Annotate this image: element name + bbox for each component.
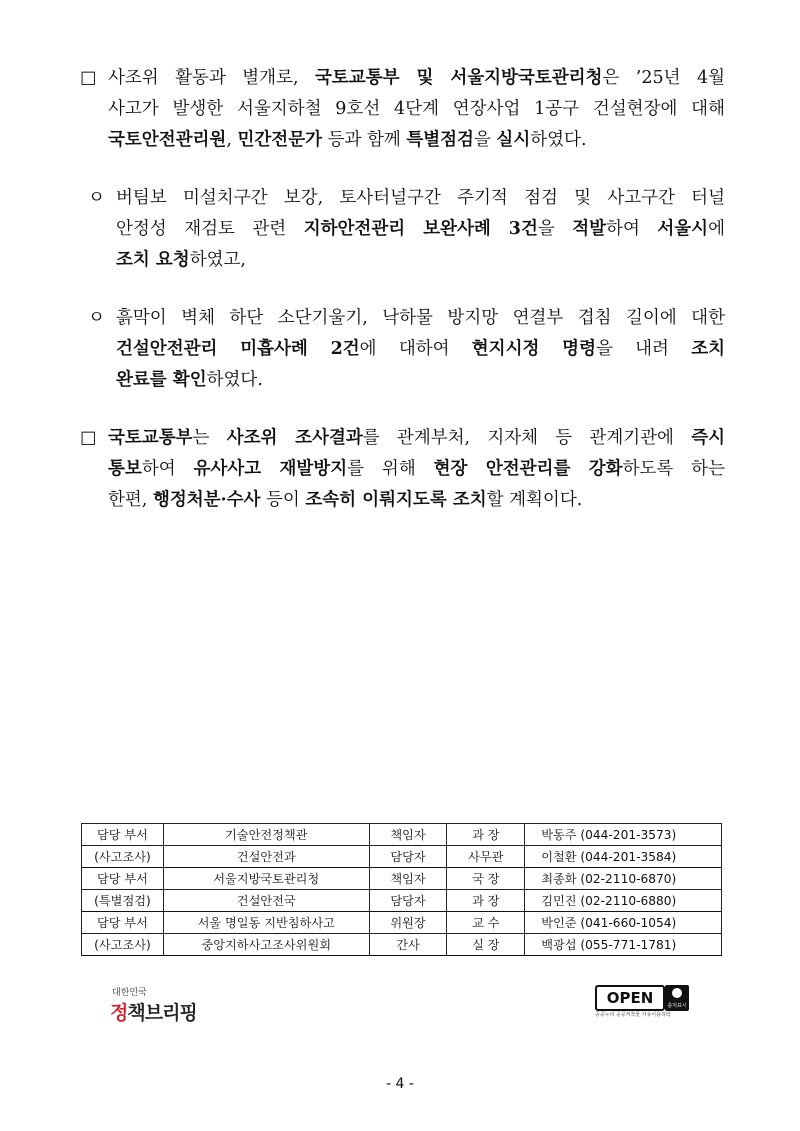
square-bullet-icon: □ bbox=[80, 428, 97, 448]
paragraph-line: 사조위 활동과 별개로, 국토교통부 및 서울지방국토관리청은 ’25년 4월 bbox=[108, 68, 725, 88]
paragraph-line: 국토교통부는 사조위 조사결과를 관계부처, 지자체 등 관계기관에 즉시 bbox=[108, 428, 725, 448]
dept-label-cell: (사고조사) bbox=[82, 846, 164, 868]
ogl-caption: 공공누리 공공저작물 자유이용허락 bbox=[595, 1012, 671, 1018]
paragraph-line: 버팀보 미설치구간 보강, 토사터널구간 주기적 점검 및 사고구간 터널 bbox=[116, 188, 725, 208]
dept-cell: 서울지방국토관리청 bbox=[163, 868, 369, 890]
table-row bbox=[82, 846, 722, 868]
dept-label-cell: 담당 부서 bbox=[82, 824, 164, 846]
paragraph-1 bbox=[80, 63, 725, 156]
person-cell: 박동주 (044-201-3573) bbox=[525, 824, 722, 846]
title-cell: 과 장 bbox=[447, 824, 525, 846]
role-cell: 책임자 bbox=[369, 868, 447, 890]
table-row bbox=[82, 824, 722, 846]
dept-label-cell: 담당 부서 bbox=[82, 912, 164, 934]
role-cell: 담당자 bbox=[369, 890, 447, 912]
person-cell: 이철환 (044-201-3584) bbox=[525, 846, 722, 868]
title-cell: 국 장 bbox=[447, 868, 525, 890]
circle-bullet-icon: ㅇ bbox=[88, 188, 105, 208]
policy-briefing-logo bbox=[110, 985, 197, 1025]
paragraph-2 bbox=[88, 183, 725, 276]
person-cell: 박인준 (041-660-1054) bbox=[525, 912, 722, 934]
table-row bbox=[82, 912, 722, 934]
dept-label-cell: 담당 부서 bbox=[82, 868, 164, 890]
square-bullet-icon: □ bbox=[80, 68, 97, 88]
attribution-icon bbox=[665, 985, 689, 1011]
table-row bbox=[82, 934, 722, 956]
dept-cell: 중앙지하사고조사위원회 bbox=[163, 934, 369, 956]
role-cell: 간사 bbox=[369, 934, 447, 956]
dept-cell: 서울 명일동 지반침하사고 bbox=[163, 912, 369, 934]
role-cell: 위원장 bbox=[369, 912, 447, 934]
dept-label-cell: (사고조사) bbox=[82, 934, 164, 956]
page-number: - 4 - bbox=[386, 1076, 414, 1092]
paragraph-line: 안정성 재검토 관련 지하안전관리 보완사례 3건을 적발하여 서울시에 bbox=[116, 219, 725, 239]
paragraph-line: 조치 요청하였고, bbox=[116, 250, 246, 270]
title-cell: 실 장 bbox=[447, 934, 525, 956]
paragraph-4 bbox=[80, 423, 725, 516]
paragraph-line: 흙막이 벽체 하단 소단기울기, 낙하물 방지망 연결부 겹침 길이에 대한 bbox=[116, 308, 725, 328]
title-cell: 교 수 bbox=[447, 912, 525, 934]
role-cell: 책임자 bbox=[369, 824, 447, 846]
paragraph-line: 국토안전관리원, 민간전문가 등과 함께 특별점검을 실시하였다. bbox=[108, 130, 587, 150]
paragraph-3 bbox=[88, 303, 725, 396]
title-cell: 과 장 bbox=[447, 890, 525, 912]
table-row bbox=[82, 868, 722, 890]
paragraph-line: 한편, 행정처분·수사 등이 조속히 이뤄지도록 조치할 계획이다. bbox=[108, 490, 583, 510]
title-cell: 사무관 bbox=[447, 846, 525, 868]
open-text: OPEN bbox=[595, 985, 665, 1011]
dept-cell: 기술안전정책관 bbox=[163, 824, 369, 846]
logo-small-text: 대한민국 bbox=[112, 988, 147, 998]
logo-big-text: 정책브리핑 bbox=[110, 1002, 197, 1024]
circle-bullet-icon: ㅇ bbox=[88, 308, 105, 328]
paragraph-line: 사고가 발생한 서울지하철 9호선 4단계 연장사업 1공구 건설현장에 대해 bbox=[108, 99, 725, 119]
dept-cell: 건설안전국 bbox=[163, 890, 369, 912]
table-row bbox=[82, 890, 722, 912]
paragraph-line: 통보하여 유사사고 재발방지를 위해 현장 안전관리를 강화하도록 하는 bbox=[108, 459, 725, 479]
person-cell: 최종화 (02-2110-6870) bbox=[525, 868, 722, 890]
open-license-logo bbox=[595, 985, 693, 1018]
person-cell: 김민진 (02-2110-6880) bbox=[525, 890, 722, 912]
attribution-label: 출처표시 bbox=[667, 1003, 687, 1009]
dept-label-cell: (특별점검) bbox=[82, 890, 164, 912]
paragraph-line: 완료를 확인하였다. bbox=[116, 370, 263, 390]
paragraph-line: 건설안전관리 미흡사례 2건에 대하여 현지시정 명령을 내려 조치 bbox=[116, 339, 725, 359]
role-cell: 담당자 bbox=[369, 846, 447, 868]
dept-cell: 건설안전과 bbox=[163, 846, 369, 868]
person-cell: 백광섭 (055-771-1781) bbox=[525, 934, 722, 956]
contact-table bbox=[81, 823, 722, 956]
